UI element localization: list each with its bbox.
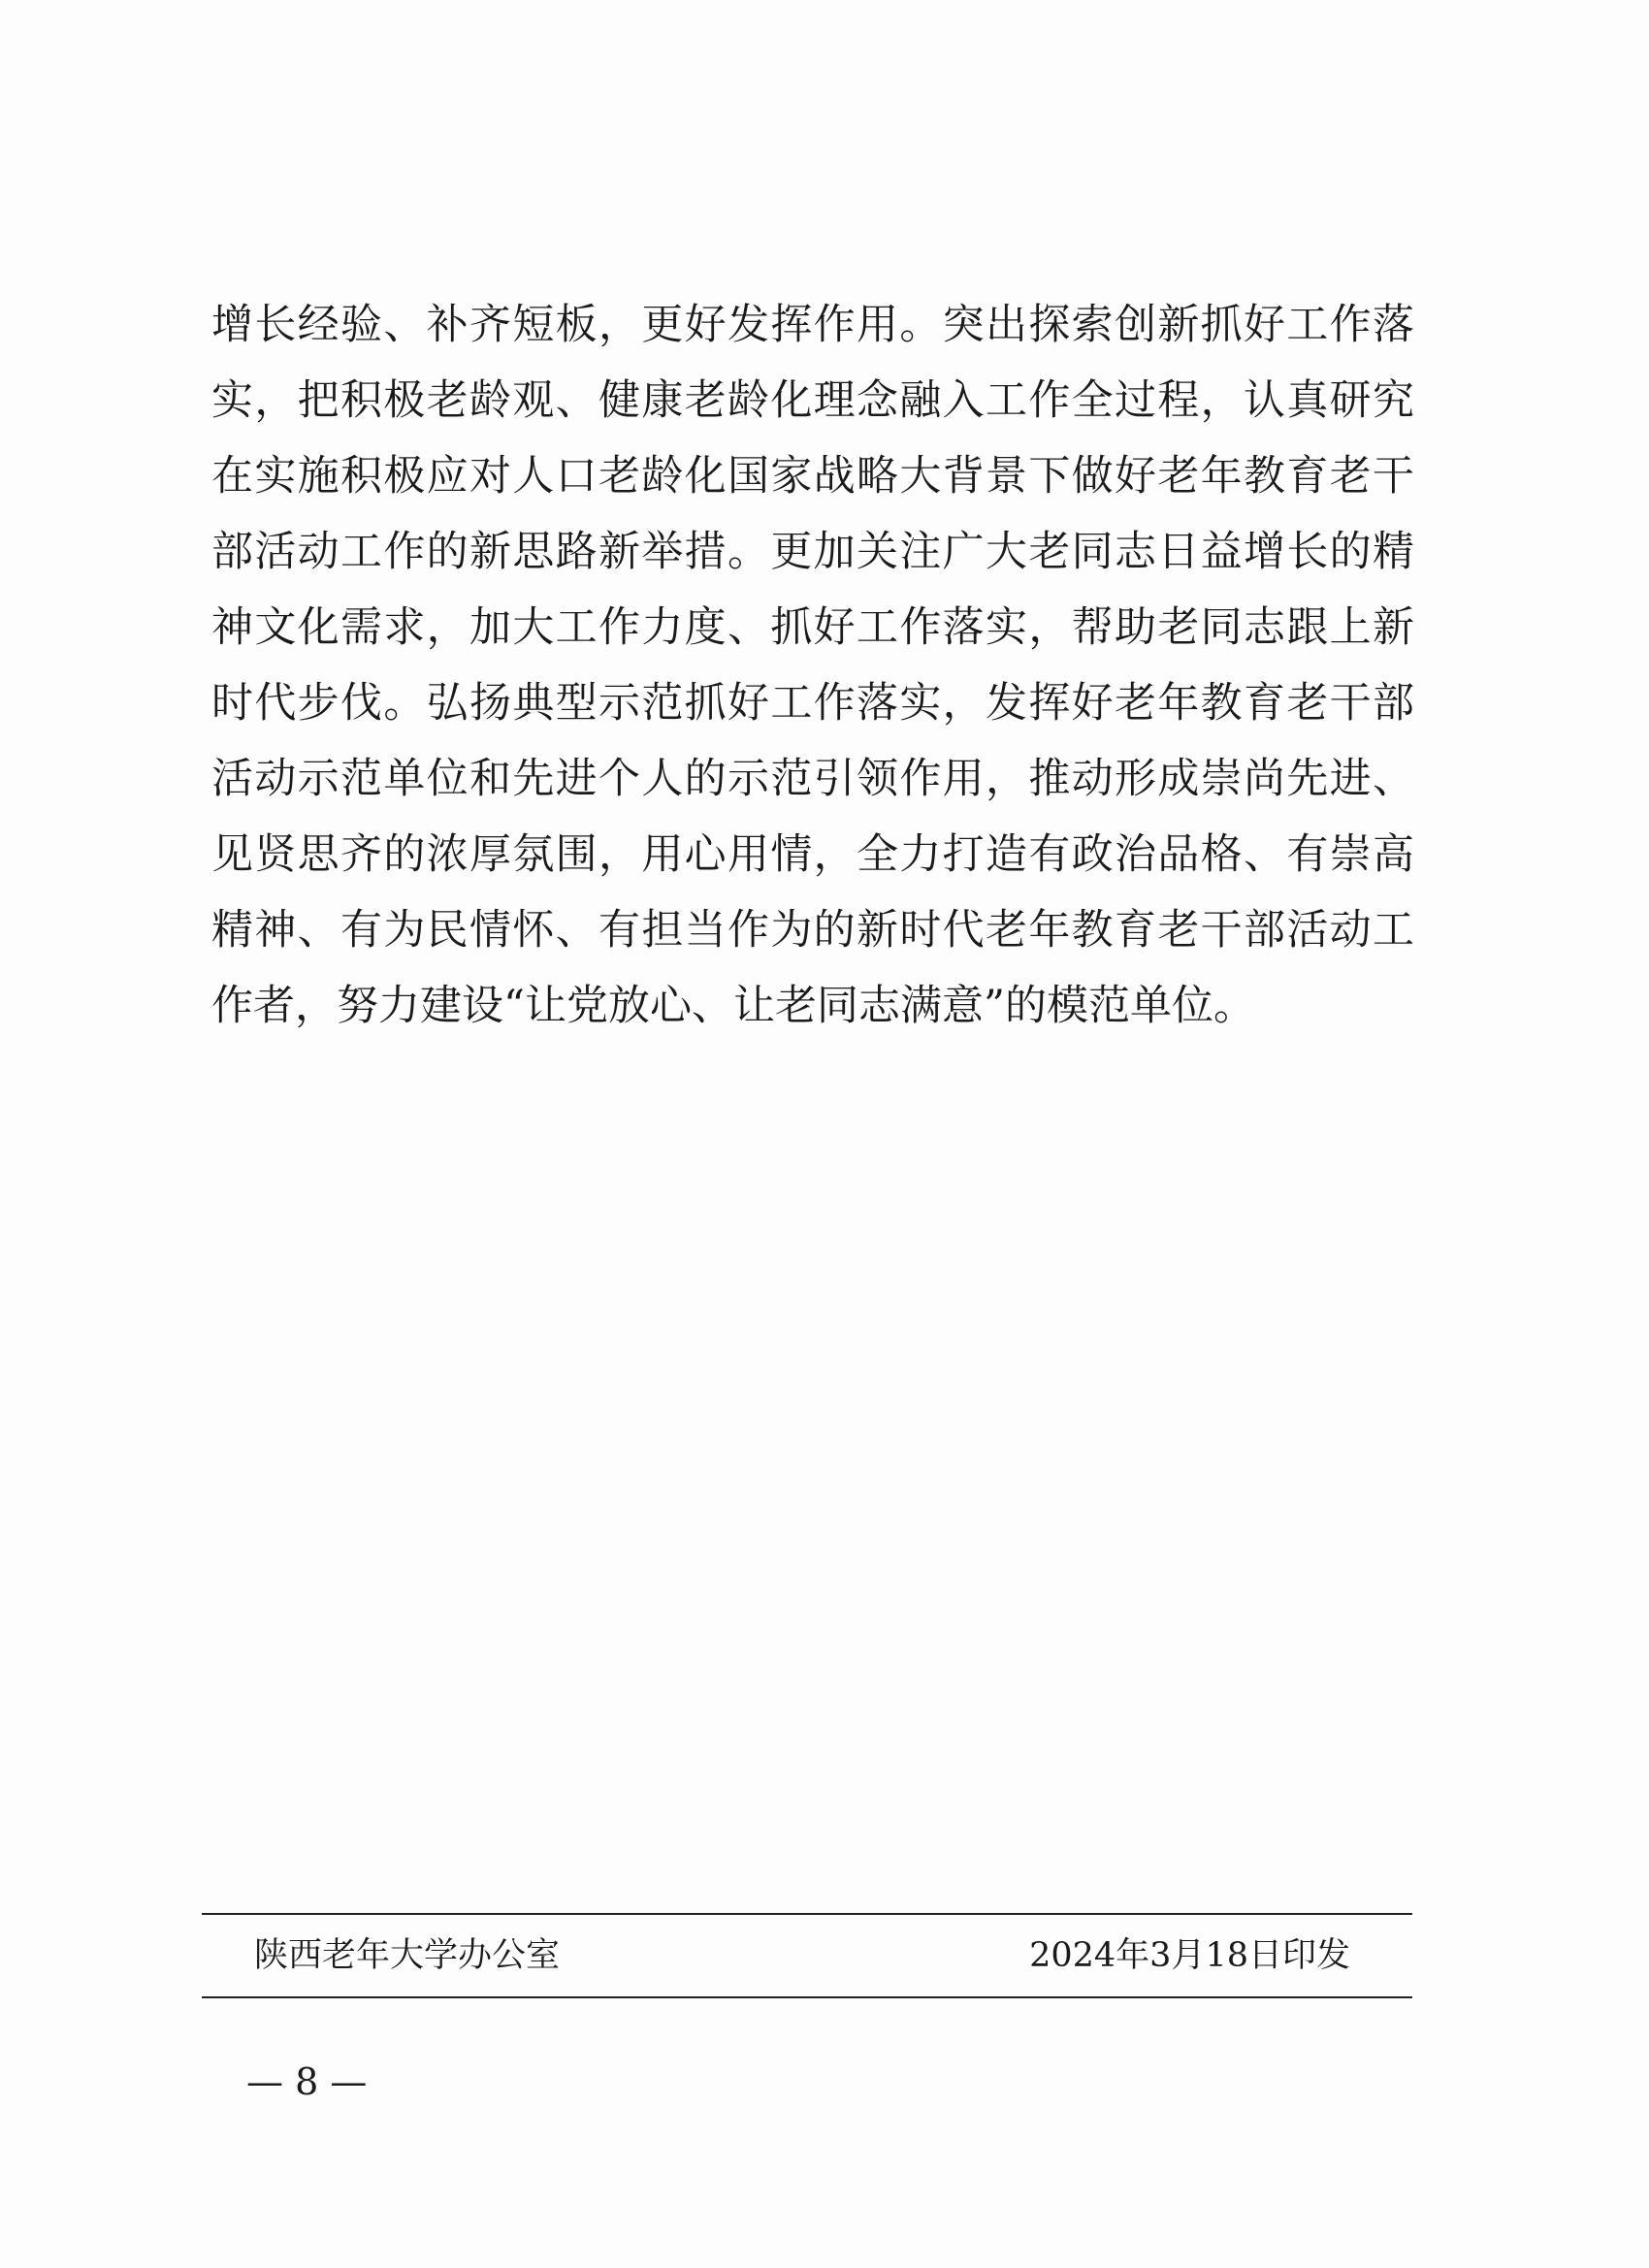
paragraph-line: 活动示范单位和先进个人的示范引领作用，推动形成崇尚先进、: [211, 755, 1414, 803]
paragraph-line: 部活动工作的新思路新举措。更加关注广大老同志日益增长的精: [211, 528, 1414, 576]
paragraph-line: 时代步伐。弘扬典型示范抓好工作落实，发挥好老年教育老干部: [211, 679, 1414, 728]
issuing-office: 陕西老年大学办公室: [254, 1936, 561, 1975]
paragraph-line: 在实施积极应对人口老龄化国家战略大背景下做好老年教育老干: [211, 452, 1414, 501]
footer-bottom-divider: [202, 1996, 1412, 1998]
body-paragraph: [211, 287, 1414, 1044]
issuance-footer: [254, 1928, 1350, 1983]
paragraph-line: 神文化需求，加大工作力度、抓好工作落实，帮助老同志跟上新: [211, 603, 1414, 652]
issue-date: 2024年3月18日印发: [1029, 1936, 1350, 1975]
paragraph-line: 增长经验、补齐短板，更好发挥作用。突出探索创新抓好工作落: [211, 301, 1414, 349]
paragraph-line: 精神、有为民情怀、有担当作为的新时代老年教育老干部活动工: [211, 906, 1414, 955]
page-number: — 8 —: [246, 2060, 368, 2103]
paragraph-line: 作者，努力建设“让党放心、让老同志满意”的模范单位。: [211, 982, 1255, 1030]
footer-top-divider: [202, 1913, 1412, 1915]
paragraph-line: 实，把积极老龄观、健康老龄化理念融入工作全过程，认真研究: [211, 376, 1414, 425]
paragraph-line: 见贤思齐的浓厚氛围，用心用情，全力打造有政治品格、有崇高: [211, 830, 1414, 879]
